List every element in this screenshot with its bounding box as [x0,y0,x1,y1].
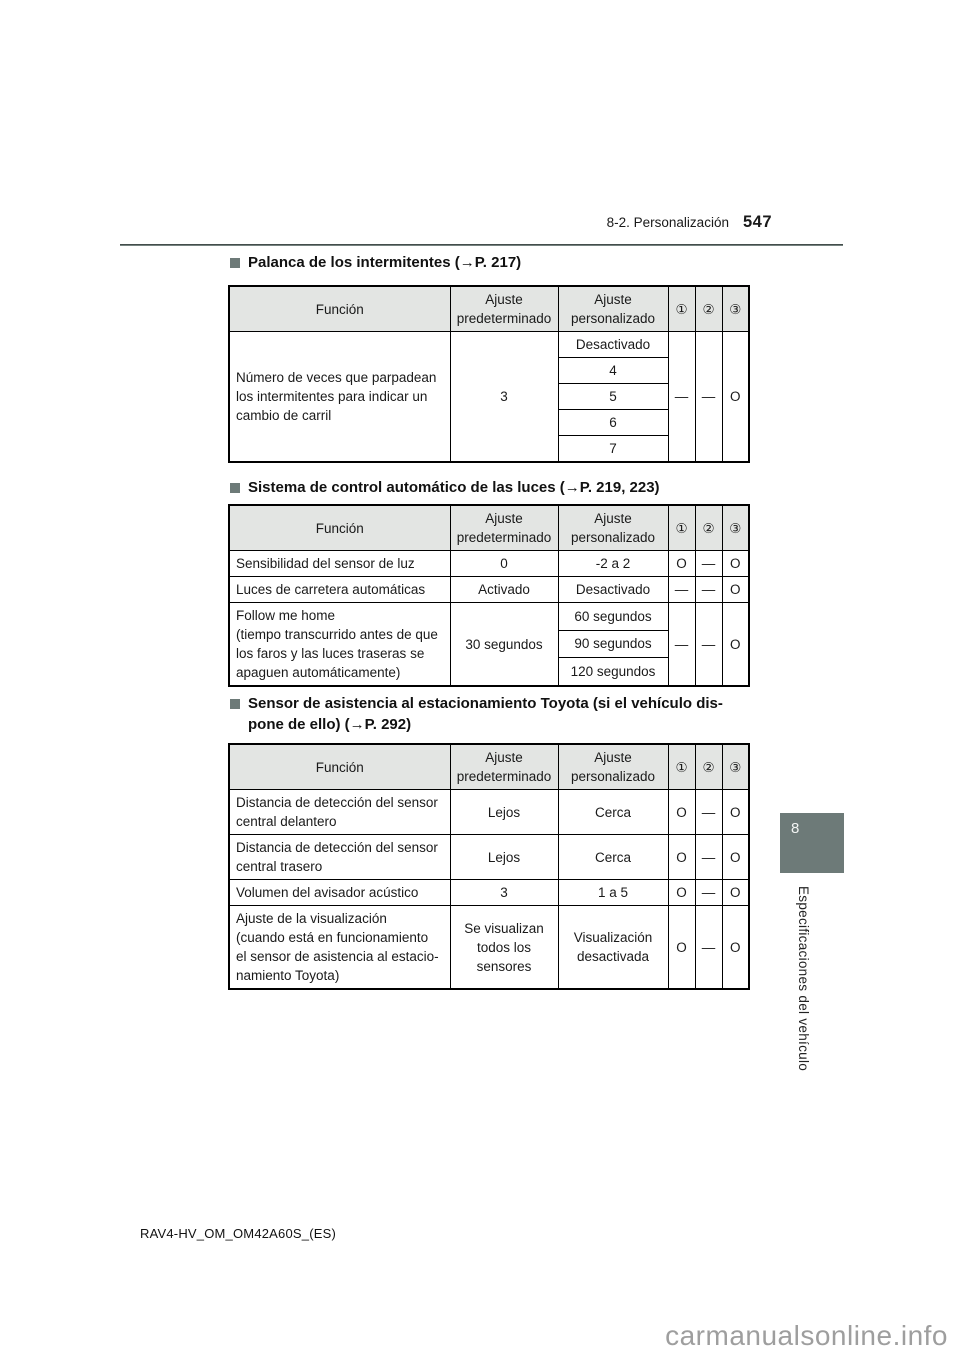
cell-mark-3: O [722,880,749,906]
section-heading-intermitentes [228,252,748,273]
column-header-funcion: Función [229,744,450,790]
cell-ajuste-personalizado: 4 [558,358,668,384]
column-header-c2: ② [695,505,722,551]
cell-funcion: Distancia de detección del sensor central delantero [229,790,450,835]
column-header-funcion: Función [229,505,450,551]
cell-ajuste-personalizado: Cerca [558,790,668,835]
cell-ajuste-personalizado: -2 a 2 [558,551,668,577]
cell-funcion: Luces de carretera automáticas [229,577,450,603]
cell-mark-2: — [695,835,722,880]
table-host-sensor [228,743,748,990]
column-header-predeterminado: Ajuste predeterminado [450,286,558,332]
cell-mark-3: O [722,577,749,603]
table-row [229,880,749,906]
cell-ajuste-predeterminado: 0 [450,551,558,577]
cell-ajuste-personalizado: 6 [558,410,668,436]
cell-mark-2: — [695,906,722,990]
cell-mark-3: O [722,790,749,835]
cell-ajuste-personalizado: 7 [558,436,668,463]
table-row [229,551,749,577]
section-title [248,477,660,498]
cell-ajuste-predeterminado: 3 [450,332,558,463]
cell-mark-3: O [722,551,749,577]
table-header-row [229,505,749,551]
column-header-predeterminado: Ajuste predeterminado [450,505,558,551]
cell-ajuste-predeterminado: Activado [450,577,558,603]
section-title-line: pone de ello) (→P. 292) [248,716,412,733]
column-header-c3: ③ [722,744,749,790]
column-header-predeterminado: Ajuste predeterminado [450,744,558,790]
section-heading-sensor-estacionamiento [228,693,748,735]
table-header-row [229,286,749,332]
section-title-line: Palanca de los intermitentes (→P. 217) [248,254,522,271]
cell-ajuste-predeterminado: Lejos [450,790,558,835]
cell-ajuste-personalizado: Cerca [558,835,668,880]
table-row [229,906,749,990]
column-header-c2: ② [695,286,722,332]
cell-mark-1: — [668,332,695,463]
table-host-intermitentes [228,285,748,463]
chapter-tab-number: 8 [791,820,800,837]
column-header-personalizado: Ajuste personalizado [558,744,668,790]
cell-ajuste-personalizado: 60 segundos [558,603,668,631]
section-title [248,252,521,273]
chapter-reference: 8-2. Personalización [606,215,729,230]
column-header-c3: ③ [722,505,749,551]
cell-funcion: Volumen del avisador acústico [229,880,450,906]
cell-ajuste-personalizado: Desactivado [558,577,668,603]
cell-mark-2: — [695,551,722,577]
cell-funcion: Número de veces que parpadean los intermitentes para indicar un cambio de carril [229,332,450,463]
column-header-c2: ② [695,744,722,790]
chapter-tab [780,813,844,873]
cell-ajuste-personalizado: Visualización desactivada [558,906,668,990]
section-title-line: Sistema de control automático de las luces (→P. 219, 223) [248,479,660,496]
page-number: 547 [742,213,772,231]
cell-mark-3: O [722,906,749,990]
cell-ajuste-personalizado: Desactivado [558,332,668,358]
header-rule [120,244,843,246]
cell-mark-3: O [722,603,749,687]
cell-ajuste-personalizado: 5 [558,384,668,410]
column-header-c1: ① [668,505,695,551]
cell-ajuste-predeterminado: 30 segundos [450,603,558,687]
column-header-personalizado: Ajuste personalizado [558,505,668,551]
cell-mark-1: — [668,577,695,603]
section-bullet-icon [230,483,240,493]
watermark-text: carmanualsonline.info [665,1320,948,1351]
cell-mark-3: O [722,332,749,463]
cell-funcion: Ajuste de la visualización (cuando está en funcionamiento el sensor de asistencia al estacio- namiento Toyota) [229,906,450,990]
cell-ajuste-predeterminado: Se visualizan todos los sensores [450,906,558,990]
table-row [229,577,749,603]
settings-table [228,504,750,687]
cell-mark-1: — [668,603,695,687]
section-bullet-icon [230,258,240,268]
cell-funcion: Follow me home (tiempo transcurrido antes de que los faros y las luces traseras se apaguen automáticamente) [229,603,450,687]
column-header-c1: ① [668,744,695,790]
cell-ajuste-predeterminado: 3 [450,880,558,906]
table-row [229,332,749,358]
cell-mark-1: O [668,551,695,577]
cell-mark-2: — [695,332,722,463]
table-row [229,603,749,631]
table-header-row [229,744,749,790]
cell-ajuste-personalizado: 90 segundos [558,630,668,658]
cell-mark-2: — [695,790,722,835]
column-header-c3: ③ [722,286,749,332]
document-code: RAV4-HV_OM_OM42A60S_(ES) [140,1226,337,1241]
running-header [0,213,772,232]
cell-mark-2: — [695,880,722,906]
cell-funcion: Sensibilidad del sensor de luz [229,551,450,577]
cell-ajuste-personalizado: 1 a 5 [558,880,668,906]
cell-mark-2: — [695,577,722,603]
settings-table [228,743,750,990]
page-content [228,252,748,990]
cell-mark-1: O [668,906,695,990]
section-title-line: Sensor de asistencia al estacionamiento Toyota (si el vehículo dis- [248,695,723,712]
cell-funcion: Distancia de detección del sensor central trasero [229,835,450,880]
cell-mark-3: O [722,835,749,880]
settings-table [228,285,750,463]
cell-ajuste-personalizado: 120 segundos [558,658,668,686]
cell-mark-1: O [668,835,695,880]
section-heading-luces [228,477,748,498]
cell-mark-2: — [695,603,722,687]
column-header-funcion: Función [229,286,450,332]
table-host-luces [228,504,748,687]
table-row [229,790,749,835]
cell-ajuste-predeterminado: Lejos [450,835,558,880]
column-header-personalizado: Ajuste personalizado [558,286,668,332]
section-title [248,693,723,735]
column-header-c1: ① [668,286,695,332]
chapter-side-label: Especificaciones del vehículo [796,886,811,1072]
table-row [229,835,749,880]
cell-mark-1: O [668,790,695,835]
section-bullet-icon [230,699,240,709]
cell-mark-1: O [668,880,695,906]
